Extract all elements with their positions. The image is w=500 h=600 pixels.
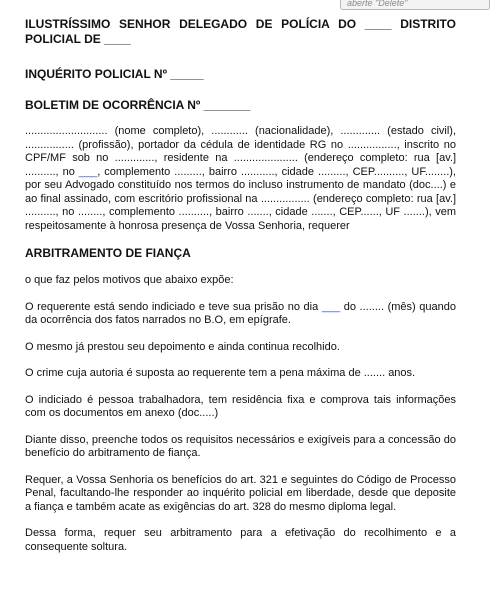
addressee-heading: ILUSTRÍSSIMO SENHOR DELEGADO DE POLÍCIA DO ____ DISTRITO POLICIAL DE ____	[25, 17, 456, 46]
paragraph-depoimento: O mesmo já prestou seu depoimento e ainda continua recolhido.	[25, 340, 340, 353]
delete-hint-tooltip: aberte "Delete"	[340, 0, 490, 10]
paragraph-requer: Requer, a Vossa Senhoria os benefícios do art. 321 e seguintes do Código de Processo Penal, facultando-lhe responder ao inquérito policial em liberdade, desde que deposite a fiança e também acate as exigências do art. 328 do mesmo diploma legal.	[25, 473, 456, 513]
intro-paragraph	[25, 125, 456, 233]
section-title: ARBITRAMENTO DE FIANÇA	[25, 246, 191, 260]
petition-document	[25, 17, 456, 554]
paragraph-pena: O crime cuja autoria é suposta ao requerente tem a pena máxima de ....... anos.	[25, 367, 416, 379]
prisao-text-1: O requerente está sendo indiciado e teve sua prisão no dia	[25, 300, 322, 313]
intro-text-1: ........................... (nome completo), ............ (nacionalidade), ............. (estado civil), ................ (profissão), portador da cédula de identidade RG no ................, inscrito no CPF/MF sob no ............., residente na ..................... (endereço completo: rua [av.] .........., no	[25, 125, 456, 178]
paragraph-diante: Diante disso, preenche todos os requisitos necessários e exigíveis para a concessão do benefício do arbitramento de fiança.	[25, 433, 456, 459]
paragraph-indiciado: O indiciado é pessoa trabalhadora, tem residência fixa e comprova tais informações com os documentos em anexo (doc.....)	[25, 393, 456, 419]
number-blank-field[interactable]: ___	[78, 165, 98, 178]
paragraph-dessa: Dessa forma, requer seu arbitramento para a efetivação do recolhimento e a consequente soltura.	[25, 527, 456, 553]
intro-text-2: , complemento ........., bairro ..........., cidade ........., CEP.........., UF........), por seu Advogado constituído nos termos do incluso instrumento de mandato (doc....) e ao final assinado, com escritório profissional na ................ (endereço completo: rua [av.] .........., no ........, complemento .........., bairro ......., cidade ......., CEP......, UF .......), vem respeitosamente à honrosa presença de Vossa Senhoria, requerer	[25, 165, 456, 232]
paragraph-prisao	[25, 301, 456, 328]
day-blank-field[interactable]: ___	[321, 300, 341, 313]
prisao-text-2: do ........ (mês) quando da ocorrência dos fatos narrados no B.O, em epígrafe.	[25, 300, 456, 326]
boletim-number: BOLETIM DE OCORRÊNCIA Nº _______	[25, 98, 251, 112]
inquerito-number: INQUÉRITO POLICIAL Nº _____	[25, 67, 204, 81]
paragraph-motivos: o que faz pelos motivos que abaixo expõe:	[25, 274, 234, 286]
